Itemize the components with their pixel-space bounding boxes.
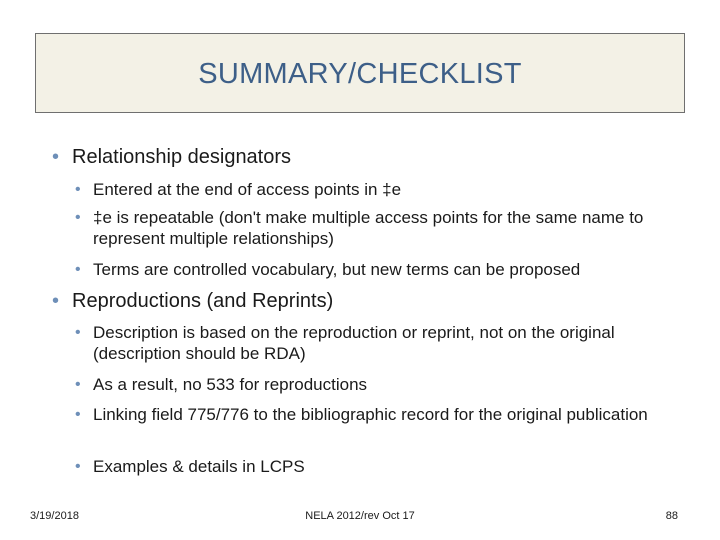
list-item-text: Examples & details in LCPS xyxy=(93,457,305,476)
list-item-text: Terms are controlled vocabulary, but new terms can be proposed xyxy=(93,260,581,279)
footer-center-text: NELA 2012/rev Oct 17 xyxy=(305,510,415,522)
bullet-icon: • xyxy=(75,324,81,341)
section-heading-text: Relationship designators xyxy=(72,146,292,168)
list-item-text: ‡e is repeatable (don't make multiple access points for the same name to represent multiple relationships) xyxy=(93,208,644,248)
slide-title: SUMMARY/CHECKLIST xyxy=(198,57,522,90)
list-item-text: Entered at the end of access points in ‡e xyxy=(93,180,402,199)
bullet-icon: • xyxy=(75,209,81,226)
bullet-icon: • xyxy=(75,458,81,475)
bullet-icon: • xyxy=(75,376,81,393)
list-item-text: Linking field 775/776 to the bibliographic record for the original publication xyxy=(93,405,648,424)
footer-page-number: 88 xyxy=(665,510,678,522)
bullet-icon: • xyxy=(75,406,81,423)
bullet-icon: • xyxy=(75,181,81,198)
list-item-text: Description is based on the reproduction or reprint, not on the original (description should be RDA) xyxy=(93,323,615,363)
section-heading-text: Reproductions (and Reprints) xyxy=(72,290,334,312)
bullet-icon: • xyxy=(52,146,60,168)
bullet-icon: • xyxy=(52,290,60,312)
footer-date: 3/19/2018 xyxy=(30,510,79,522)
bullet-icon: • xyxy=(75,261,81,278)
list-item-text: As a result, no 533 for reproductions xyxy=(93,375,368,394)
